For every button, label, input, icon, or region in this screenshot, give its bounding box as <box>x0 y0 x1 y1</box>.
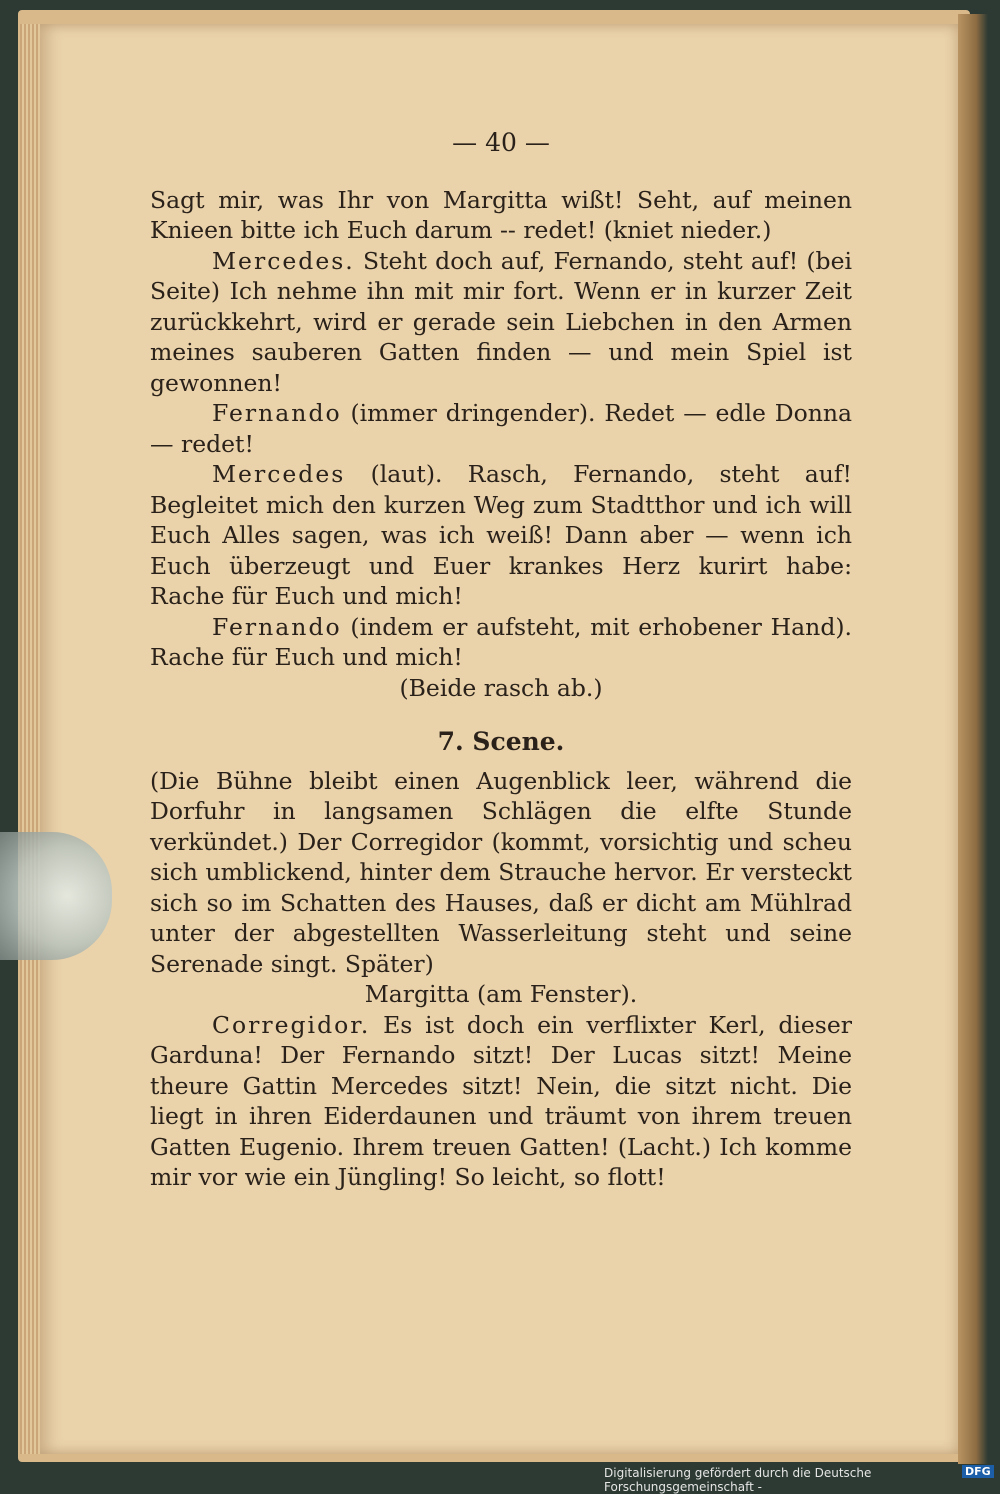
paragraph-6 <box>150 1010 852 1193</box>
paragraph-5 <box>150 612 852 673</box>
page-number: — 40 — <box>452 128 550 157</box>
paragraph-1: Sagt mir, was Ihr von Margitta wißt! Seht, auf meinen Knieen bitte ich Euch darum -- redet! (kniet nieder.) <box>150 185 852 244</box>
speaker-name: Corregidor. <box>212 1010 371 1039</box>
page-text <box>150 128 852 1193</box>
dfg-logo: DFG <box>962 1465 994 1478</box>
stage-direction-end: Margitta (am Fenster). <box>364 980 638 1008</box>
speaker-name: Fernando <box>212 612 342 641</box>
page-edges <box>20 24 42 1454</box>
dialogue-text: Steht doch auf, Fernando, steht auf! (bei Seite) Ich nehme ihn mit mir fort. Wenn er in kurzer Zeit zurückkehrt, wird er gerade sein Liebchen in den Armen meines sauberen Gatten finden — und mein Spiel ist gewonnen! <box>150 246 852 397</box>
dialogue-text: (laut). Rasch, Fernando, steht auf! Begleitet mich den kurzen Weg zum Stadtthor und ich will Euch Alles sagen, was ich weiß! Dann aber — wenn ich Euch überzeugt und Euer krankes Herz kurirt habe: Rache für Euch und mich! <box>150 460 852 610</box>
stage-direction: (Die Bühne bleibt einen Augenblick leer, während die Dorfuhr in langsamen Schlägen die elfte Stunde verkündet.) Der Corregidor (kommt, vorsichtig und scheu sich umblickend, hinter dem Strauche hervor. Er versteckt sich so im Schatten des Hauses, daß er dicht am Mühlrad unter der abgestellten Wasserleitung steht und seine Serenade singt. Später) <box>150 766 852 978</box>
speaker-name: Fernando <box>212 399 342 427</box>
paragraph-3 <box>150 398 852 459</box>
speaker-name: Mercedes. <box>212 246 355 275</box>
dialogue-text: Es ist doch ein verflixter Kerl, dieser Garduna! Der Fernando sitzt! Der Lucas sitzt! Meine theure Gattin Mercedes sitzt! Nein, die sitzt nicht. Die liegt in ihren Eiderdaunen und träumt von ihrem treuen Gatten Eugenio. Ihrem treuen Gatten! (Lacht.) Ich komme mir vor wie ein Jüngling! So leicht, so flott! <box>150 1010 852 1191</box>
scene-heading: 7. Scene. <box>437 727 565 756</box>
paragraph-2 <box>150 246 852 399</box>
page-clip <box>0 832 112 960</box>
paragraph-4 <box>150 459 852 612</box>
book-binding-edge <box>958 14 988 1464</box>
dialogue-text: (immer dringender). Redet — edle Donna — redet! <box>150 399 852 458</box>
stage-exit: (Beide rasch ab.) <box>399 673 603 702</box>
dialogue-text: (indem er aufsteht, mit erhobener Hand). Rache für Euch und mich! <box>150 612 852 671</box>
footer-credit: Digitalisierung gefördert durch die Deutsche Forschungsgemeinschaft - <box>604 1466 872 1494</box>
speaker-name: Mercedes <box>212 460 346 488</box>
